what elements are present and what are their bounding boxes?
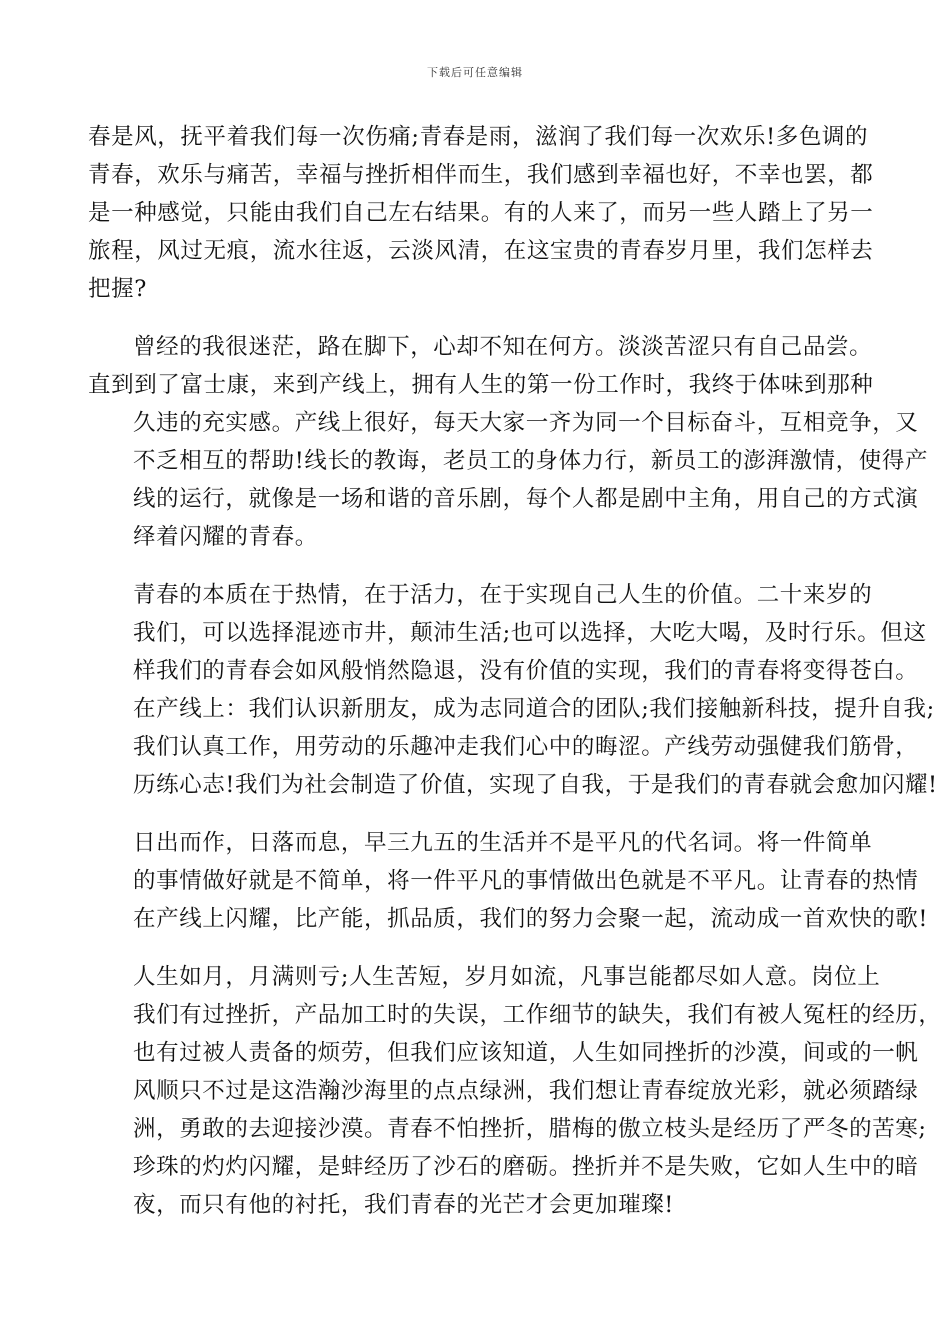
text-line: 绎着闪耀的青春。 <box>133 524 318 550</box>
text-line: 在产线上：我们认识新朋友，成为志同道合的团队;我们接触新科技，提升自我; <box>133 696 935 722</box>
text-line: 是一种感觉，只能由我们自己左右结果。有的人来了，而另一些人踏上了另一 <box>88 200 874 226</box>
text-line: 我们，可以选择混迹市井，颠沛生活;也可以选择，大吃大喝，及时行乐。但这 <box>133 620 927 646</box>
text-line: 样我们的青春会如风般悄然隐退，没有价值的实现，我们的青春将变得苍白。 <box>133 658 919 684</box>
text-line: 夜，而只有他的衬托，我们青春的光芒才会更加璀璨! <box>133 1192 674 1218</box>
text-line: 曾经的我很迷茫，路在脚下，心却不知在何方。淡淡苦涩只有自己品尝。 <box>133 334 873 360</box>
text-line: 历练心志!我们为社会制造了价值，实现了自我，于是我们的青春就会愈加闪耀! <box>133 772 938 798</box>
text-line: 线的运行，就像是一场和谐的音乐剧，每个人都是剧中主角，用自己的方式演 <box>133 486 919 512</box>
page-header: 下载后可任意编辑 <box>427 66 523 79</box>
text-line: 春是风，抚平着我们每一次伤痛;青春是雨，滋润了我们每一次欢乐!多色调的 <box>88 124 869 150</box>
text-line: 洲，勇敢的去迎接沙漠。青春不怕挫折，腊梅的傲立枝头是经历了严冬的苦寒; <box>133 1116 927 1142</box>
text-line: 青春，欢乐与痛苦，幸福与挫折相伴而生，我们感到幸福也好，不幸也罢，都 <box>88 162 874 188</box>
text-line: 把握? <box>88 276 147 302</box>
text-line: 旅程，风过无痕，流水往返，云淡风清，在这宝贵的青春岁月里，我们怎样去 <box>88 238 874 264</box>
paragraph-2 <box>88 328 929 556</box>
text-line: 风顺只不过是这浩瀚沙海里的点点绿洲，我们想让青春绽放光彩，就必须踏绿 <box>133 1078 919 1104</box>
text-line: 也有过被人责备的烦劳，但我们应该知道，人生如同挫折的沙漠，间或的一帆 <box>133 1040 919 1066</box>
paragraph-4 <box>88 824 929 938</box>
text-line: 人生如月，月满则亏;人生苦短，岁月如流，凡事岂能都尽如人意。岗位上 <box>133 964 881 990</box>
paragraph-5 <box>88 958 942 1224</box>
text-line: 在产线上闪耀，比产能，抓品质，我们的努力会聚一起，流动成一首欢快的歌! <box>133 906 929 932</box>
text-line: 我们认真工作，用劳动的乐趣冲走我们心中的晦涩。产线劳动强健我们筋骨， <box>133 734 919 760</box>
document-body <box>88 118 942 1244</box>
text-line: 珍珠的灼灼闪耀，是蚌经历了沙石的磨砺。挫折并不是失败，它如人生中的暗 <box>133 1154 919 1180</box>
text-line: 我们有过挫折，产品加工时的失误，工作细节的缺失，我们有被人冤枉的经历， <box>133 1002 942 1028</box>
text-line: 不乏相互的帮助!线长的教诲，老员工的身体力行，新员工的澎湃激情，使得产 <box>133 448 929 474</box>
text-line: 直到到了富士康，来到产线上，拥有人生的第一份工作时，我终于体味到那种 <box>88 372 874 398</box>
text-line: 青春的本质在于热情，在于活力，在于实现自己人生的价值。二十来岁的 <box>133 582 873 608</box>
paragraph-1 <box>88 118 874 308</box>
text-line: 久违的充实感。产线上很好，每天大家一齐为同一个目标奋斗，互相竞争，又 <box>133 410 919 436</box>
text-line: 日出而作，日落而息，早三九五的生活并不是平凡的代名词。将一件简单 <box>133 830 873 856</box>
paragraph-3 <box>88 576 938 804</box>
text-line: 的事情做好就是不简单，将一件平凡的事情做出色就是不平凡。让青春的热情 <box>133 868 919 894</box>
